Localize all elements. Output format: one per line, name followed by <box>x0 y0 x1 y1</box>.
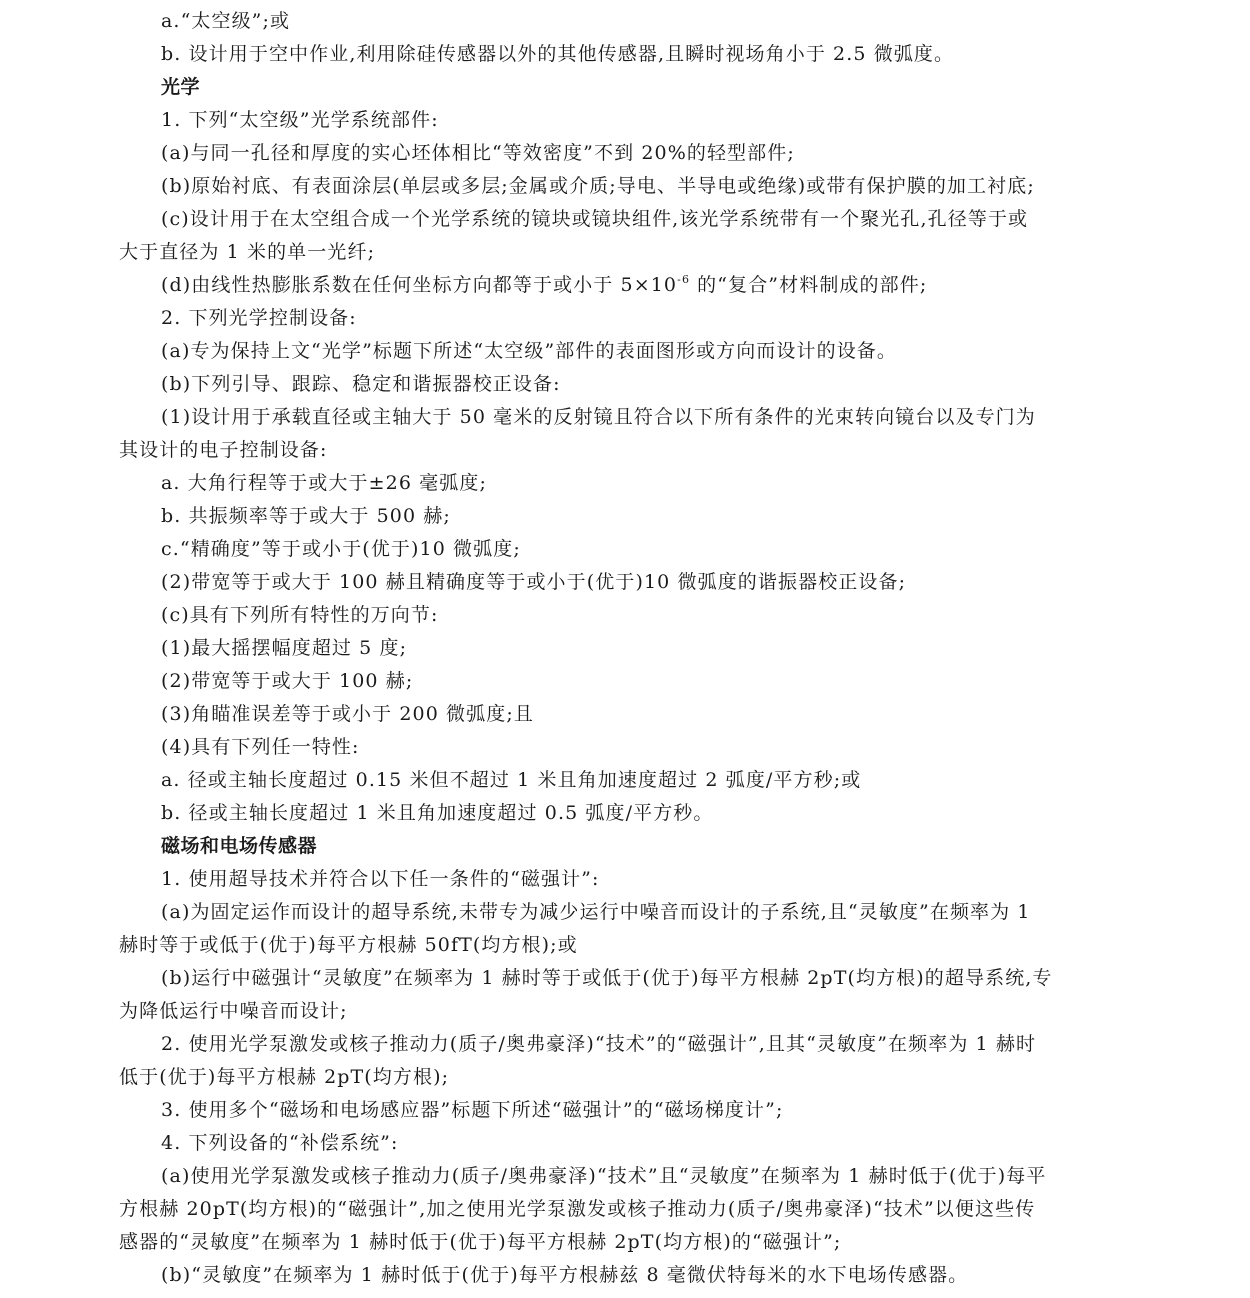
line-text: a. 大角行程等于或大于±26 毫弧度; <box>161 472 487 494</box>
paragraph-line <box>161 1263 968 1287</box>
paragraph-line <box>161 636 407 660</box>
exponent: -6 <box>677 273 691 286</box>
line-text: 大于直径为 1 米的单一光纤; <box>119 241 376 263</box>
line-text-tail: 的“复合”材料制成的部件; <box>690 274 928 296</box>
line-text: 其设计的电子控制设备: <box>119 439 328 461</box>
line-text: 方根赫 20pT(均方根)的“磁强计”,加之使用光学泵激发或核子推动力(质子/奥弗豪泽)“技术”以便这些传 <box>119 1198 1036 1220</box>
paragraph-line <box>161 1098 783 1122</box>
line-text: (d)由线性热膨胀系数在任何坐标方向都等于或小于 5×10 <box>161 274 678 296</box>
line-text: (3)角瞄准误差等于或小于 200 微弧度;且 <box>161 703 534 725</box>
paragraph-line <box>119 438 328 462</box>
line-text: (c)具有下列所有特性的万向节: <box>161 604 439 626</box>
line-text: (b)“灵敏度”在频率为 1 赫时低于(优于)每平方根赫兹 8 毫微伏特每米的水下电场传感器。 <box>161 1264 969 1286</box>
line-text: 磁场和电场传感器 <box>161 835 318 857</box>
paragraph-line <box>161 9 290 33</box>
paragraph-line <box>161 108 439 132</box>
section-heading <box>161 834 317 858</box>
paragraph-line <box>161 768 861 792</box>
line-text: (4)具有下列任一特性: <box>161 736 360 758</box>
paragraph-line <box>161 504 451 528</box>
line-text: c.“精确度”等于或小于(优于)10 微弧度; <box>161 538 521 560</box>
paragraph-line <box>119 1065 449 1089</box>
line-text: a.“太空级”;或 <box>161 10 291 32</box>
paragraph-line <box>161 603 438 627</box>
line-text: (a)专为保持上文“光学”标题下所述“太空级”部件的表面图形或方向而设计的设备。 <box>161 340 898 362</box>
paragraph-line <box>161 669 413 693</box>
paragraph-line <box>161 1164 1046 1188</box>
paragraph-line <box>119 1230 841 1254</box>
line-text: 光学 <box>161 76 201 98</box>
line-text: (b)下列引导、跟踪、稳定和谐振器校正设备: <box>161 373 561 395</box>
paragraph-line <box>161 867 600 891</box>
section-heading <box>161 75 200 99</box>
paragraph-line <box>161 174 1035 198</box>
paragraph-line <box>161 306 357 330</box>
paragraph-line <box>161 207 1028 231</box>
line-text: (1)最大摇摆幅度超过 5 度; <box>161 637 408 659</box>
line-text: 感器的“灵敏度”在频率为 1 赫时低于(优于)每平方根赫 2pT(均方根)的“磁强计”; <box>119 1231 842 1253</box>
line-text: 2. 使用光学泵激发或核子推动力(质子/奥弗豪泽)“技术”的“磁强计”,且其“灵敏度”在频率为 1 赫时 <box>161 1033 1037 1055</box>
paragraph-line <box>119 240 375 264</box>
paragraph-line <box>161 1131 399 1155</box>
line-text: 3. 使用多个“磁场和电场感应器”标题下所述“磁强计”的“磁场梯度计”; <box>161 1099 784 1121</box>
paragraph-line <box>161 141 795 165</box>
paragraph-line <box>161 273 927 297</box>
line-text: 2. 下列光学控制设备: <box>161 307 357 329</box>
line-text: 4. 下列设备的“补偿系统”: <box>161 1132 399 1154</box>
line-text: (a)与同一孔径和厚度的实心坯体相比“等效密度”不到 20%的轻型部件; <box>161 142 795 164</box>
line-text: 为降低运行中噪音而设计; <box>119 1000 348 1022</box>
paragraph-line <box>161 471 487 495</box>
line-text: (a)为固定运作而设计的超导系统,未带专为减少运行中噪音而设计的子系统,且“灵敏度”在频率为 1 <box>161 901 1031 923</box>
line-text: (2)带宽等于或大于 100 赫; <box>161 670 414 692</box>
line-text: 1. 下列“太空级”光学系统部件: <box>161 109 439 131</box>
paragraph-line <box>161 537 521 561</box>
line-text: (a)使用光学泵激发或核子推动力(质子/奥弗豪泽)“技术”且“灵敏度”在频率为 1 赫时低于(优于)每平 <box>161 1165 1047 1187</box>
paragraph-line <box>161 735 360 759</box>
line-text: 赫时等于或低于(优于)每平方根赫 50fT(均方根);或 <box>119 934 578 956</box>
line-text: (b)运行中磁强计“灵敏度”在频率为 1 赫时等于或低于(优于)每平方根赫 2pT(均方根)的超导系统,专 <box>161 967 1053 989</box>
paragraph-line <box>161 372 561 396</box>
line-text: (2)带宽等于或大于 100 赫且精确度等于或小于(优于)10 微弧度的谐振器校正设备; <box>161 571 907 593</box>
paragraph-line <box>119 933 578 957</box>
paragraph-line <box>161 966 1053 990</box>
paragraph-line <box>161 405 1036 429</box>
paragraph-line <box>161 900 1031 924</box>
paragraph-line <box>161 570 906 594</box>
paragraph-line <box>161 339 897 363</box>
paragraph-line <box>161 1032 1036 1056</box>
line-text: (1)设计用于承载直径或主轴大于 50 毫米的反射镜且符合以下所有条件的光束转向镜台以及专门为 <box>161 406 1036 428</box>
line-text: b. 共振频率等于或大于 500 赫; <box>161 505 451 527</box>
line-text: 低于(优于)每平方根赫 2pT(均方根); <box>119 1066 450 1088</box>
line-text: (c)设计用于在太空组合成一个光学系统的镜块或镜块组件,该光学系统带有一个聚光孔,孔径等于或 <box>161 208 1029 230</box>
paragraph-line <box>119 999 348 1023</box>
line-text: b. 设计用于空中作业,利用除硅传感器以外的其他传感器,且瞬时视场角小于 2.5 微弧度。 <box>161 43 955 65</box>
line-text: b. 径或主轴长度超过 1 米且角加速度超过 0.5 弧度/平方秒。 <box>161 802 714 824</box>
paragraph-line <box>119 1197 1035 1221</box>
paragraph-line <box>161 801 714 825</box>
paragraph-line <box>161 42 954 66</box>
line-text: a. 径或主轴长度超过 0.15 米但不超过 1 米且角加速度超过 2 弧度/平方秒;或 <box>161 769 862 791</box>
paragraph-line <box>161 702 534 726</box>
line-text: (b)原始衬底、有表面涂层(单层或多层;金属或介质;导电、半导电或绝缘)或带有保护膜的加工衬底; <box>161 175 1035 197</box>
line-text: 1. 使用超导技术并符合以下任一条件的“磁强计”: <box>161 868 600 890</box>
